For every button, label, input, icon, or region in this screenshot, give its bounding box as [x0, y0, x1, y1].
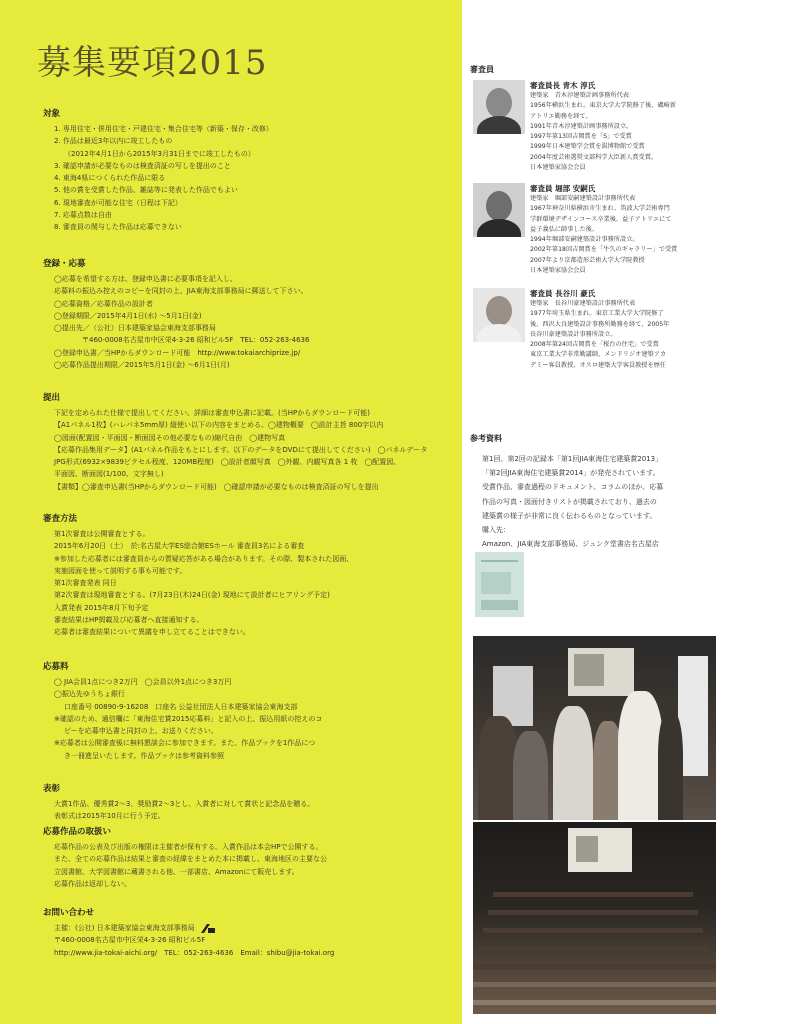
section-line: 〒460-0008名古屋市中区栄4-3-26 昭和ビル5F	[54, 936, 206, 945]
section-line: 第1次審査発表 同日	[54, 579, 117, 588]
section-heading: 登録・応募	[43, 259, 86, 269]
section-line: 応募作品の公表及び出版の権限は主催者が保有する。入賞作品は本会HPで公開する。	[54, 843, 323, 851]
section-heading: 審査方法	[43, 514, 78, 524]
judge-bio-line: 2007年より京都造形芸術大学大学院教授	[530, 256, 645, 264]
judge-bio-line: 1967年神奈川県横浜市生まれ、筑波大学芸術専門	[530, 205, 670, 213]
section-contact	[43, 908, 334, 959]
section-line: 実施図面を使って説明する事も可能です。	[54, 566, 187, 575]
section-heading: お問い合わせ	[43, 908, 95, 918]
section-line: 〒460-0008名古屋市中区栄4-3-26 昭和ビル5F TEL：052-263-4636	[82, 336, 310, 345]
judge-bio-line: 1991年青木淳建築計画事務所設立。	[530, 122, 633, 130]
section-line: http://www.jia-tokai-aichi.org/ TEL：052-263-4636 Email：shibu@jia-tokai.org	[54, 948, 335, 957]
judge-bio-line: 2004年度芸術選奨文部科学大臣新人賞受賞。	[530, 153, 658, 161]
section-line: ◯ JIA会員1点につき2万円 ◯会員以外1点につき3万円	[54, 678, 232, 686]
judge-portrait	[473, 288, 525, 342]
section-line: き一冊進呈いたします。作品ブックは参考資料参照	[64, 751, 224, 760]
section-line: JPG形式(6932×9839ピクセル程度、120MB程度) ◯設計者顔写真 ◯外観、内観写真各 1 枚 ◯配置図、	[54, 458, 401, 467]
judges-heading: 審査員	[470, 65, 494, 74]
book-cover-image	[475, 552, 524, 617]
section-line: 応募者は審査結果について異議を申し立てることはできない。	[54, 628, 250, 637]
section-submission	[43, 393, 427, 493]
judge-name: 審査員長 青木 淳氏	[530, 81, 596, 90]
section-line: 5. 他の賞を受賞した作品、雑誌等に発表した作品でもよい	[54, 186, 238, 195]
judge-bio-line: 学群環境デザインコース卒業後、益子アトリエにて	[530, 215, 672, 223]
section-line: 立図書館、大学図書館に蔵書される他、一部書店、Amazonにて販売します。	[54, 867, 299, 876]
judge-bio-line: 日本建築家協会会員	[530, 267, 586, 275]
reference-text	[482, 452, 663, 551]
section-line: ◯登録期限／2015年4月1日(水) 〜5月1日(金)	[54, 311, 202, 320]
judge-card	[473, 80, 773, 184]
section-line: 【応募作品集用データ】(A1パネル作品をもとにします。以下のデータをDVDにて提出してください) ◯パネルデータ	[54, 445, 428, 454]
judge-bio-line: 1999年日本建築学会賞を潟博物館で受賞	[530, 143, 645, 151]
section-line: また、全ての応募作品は結果と審査の経緯をまとめた本に掲載し、東海地区の主要な公	[54, 855, 327, 864]
judge-bio-line: 1956年横浜生まれ。東京大学大学院修了後、磯崎新	[530, 102, 677, 110]
judge-bio-line: 長谷川豪建築設計事務所設立。	[530, 330, 617, 338]
reference-line: Amazon、JIA東海支部事務局、ジュンク堂書店名古屋店	[482, 540, 659, 549]
judge-bio-line: 益子義弘に師事した後、	[530, 225, 599, 233]
section-line: 2. 作品は最近3年以内に竣工したもの	[54, 137, 173, 146]
section-line: ◯振込先ゆうちょ銀行	[54, 690, 125, 699]
judge-portrait	[473, 80, 525, 134]
judge-bio-line: 1997年第13回吉岡賞を「S」で受賞	[530, 133, 632, 141]
section-heading: 応募作品の取扱い	[43, 827, 112, 837]
section-line: 第1次審査は公開審査とする。	[54, 530, 150, 538]
judge-bio-line: 建築家 青木淳建築計画事務所代表	[530, 92, 629, 99]
judge-bio-line: 後、西沢大良建築設計事務所勤務を経て、2005年	[530, 320, 670, 328]
section-line	[54, 922, 334, 934]
section-line: 第2次審査は現地審査とする。(7月23日(木)24日(金) 現地にて設計者にヒアリング予定)	[54, 591, 330, 600]
section-handling	[43, 827, 327, 890]
section-line: 応募作品は返却しない。	[54, 879, 131, 888]
section-line: 入賞発表 2015年8月下旬予定	[54, 603, 149, 612]
judge-portrait	[473, 183, 525, 237]
section-line: 4. 東海4県につくられた作品に限る	[54, 174, 166, 183]
section-line: 【書類】◯審査申込書(当HPからダウンロード可能) ◯確認申請が必要なものは検査済証の写しを提出	[54, 482, 379, 491]
judge-bio-line: アトリエ勤務を経て、	[530, 112, 592, 120]
judge-bio-line: 1994年堀部安嗣建築設計事務所設立。	[530, 236, 639, 244]
judge-bio-line: 2002年第18回吉岡賞を「牛久のギャラリー」で受賞	[530, 246, 678, 254]
section-line: 審査結果はHP掲載及び応募者へ直接通知する。	[54, 616, 204, 625]
judge-bio-line: 日本建築家協会会員	[530, 164, 586, 172]
judge-name: 審査員 堀部 安嗣氏	[530, 184, 596, 193]
section-line: 応募料の振込み控えのコピーを同封の上、JIA東海支部事務局に郵送して下さい。	[54, 287, 308, 296]
section-line: ◯応募を希望する方は、登録申込書に必要事項を記入し、	[54, 275, 237, 283]
section-line: 8. 審査員の関与した作品は応募できない	[54, 223, 182, 232]
section-line: ◯登録申込書／当HPからダウンロード可能 http://www.tokaiarchiprize.jp/	[54, 348, 301, 357]
section-fee	[43, 662, 322, 762]
section-line: （2012年4月1日から2015年3月31日までに竣工したもの）	[64, 149, 255, 158]
section-line: 表彰式は2015年10月に行う予定。	[54, 812, 165, 821]
section-line: 3. 確認申請が必要なものは検査済証の写しを提出のこと	[54, 161, 231, 170]
section-line: 7. 応募点数は自由	[54, 211, 112, 220]
reference-line: 建築賞の様子が非常に良く伝わるものとなっています。	[482, 511, 657, 520]
section-registration	[43, 259, 309, 371]
section-line: ※参加した応募者には審査員からの質疑応答がある場合があります。その際、製本された図面、	[54, 554, 354, 563]
judge-bio-line: 建築家 堀部安嗣建築設計事務所代表	[530, 195, 636, 202]
judge-card	[473, 183, 773, 287]
section-line: ◯提出先／（公社）日本建築家協会東海支部事務局	[54, 324, 216, 333]
reference-line: 受賞作品、審査過程のドキュメント、コラムのほか、応募	[482, 483, 664, 492]
contact-organizer: 主催：(公社) 日本建築家協会東海支部事務局	[54, 924, 195, 932]
section-award	[43, 784, 314, 823]
section-heading: 対象	[43, 109, 61, 119]
section-judging-method	[43, 514, 353, 639]
reference-line: 購入先：	[482, 526, 510, 535]
judge-bio-line: 2008年第24回吉岡賞を「桜台の住宅」で受賞	[530, 341, 659, 349]
jia-logo-icon	[201, 924, 215, 933]
reference-heading: 参考資料	[470, 434, 502, 443]
section-line: 口座番号 00890-9-16208 口座名 公益社団法人日本建築家協会東海支部	[64, 702, 298, 711]
section-line: 1. 専用住宅・併用住宅・戸建住宅・集合住宅等（新築・保存・改修）	[54, 125, 273, 133]
judge-name: 審査員 長谷川 豪氏	[530, 289, 596, 298]
section-line: 平面図、断面図(1/100、文字無し)	[54, 470, 164, 479]
section-line: 6. 現地審査が可能な住宅（日程は下記）	[54, 198, 182, 207]
reference-line: 「第2回JIA東海住宅建築賞2014」が発売されています。	[482, 469, 660, 478]
section-line: 【A1パネル1枚】(ハレパネ5mm厚) 縦使い以下の内容をまとめる。◯建物概要 ◯設計主旨 800字以内	[54, 421, 384, 430]
reference-line: 作品の写真・図面付きリストが掲載されており、過去の	[482, 497, 657, 506]
section-heading: 表彰	[43, 784, 61, 794]
section-line: 大賞1作品、優秀賞2〜3、奨励賞2〜3とし、入賞者に対して賞状と記念品を贈る。	[54, 800, 315, 808]
section-target	[43, 109, 273, 234]
judge-bio-line: デミー客員教授、オスロ建築大学客員教授を歴任	[530, 361, 667, 369]
section-line: ◯応募作品提出期限／2015年5月1日(金) 〜6月1日(月)	[54, 361, 230, 370]
auditorium-photo	[473, 822, 716, 1014]
section-line: ※確認のため、通信欄に「東海住宅賞2015応募料」と記入の上、振込用紙の控えのコ	[54, 714, 323, 723]
section-line: ピーを応募申込書と同封の上、お送りください。	[64, 727, 218, 736]
section-line: ◯図面(配置図・平面図・断面図その他必要なもの)縮尺自由 ◯建物写真	[54, 433, 286, 442]
judge-bio-line: 建築家 長谷川豪建築設計事務所代表	[530, 300, 636, 307]
section-line: ※応募者は公開審査後に無料懇談会に参加できます。また、作品ブックを1作品につ	[54, 739, 316, 748]
judge-card	[473, 288, 773, 392]
section-heading: 提出	[43, 393, 61, 403]
judge-bio-line: 東京工業大学非常勤講師、メンドリジオ建築アカ	[530, 351, 667, 359]
section-line: ◯応募資格／応募作品の設計者	[54, 299, 153, 308]
exhibition-photo	[473, 636, 716, 820]
section-heading: 応募料	[43, 662, 69, 672]
section-line: 下記を定められた仕様で提出してください。詳細は審査申込書に記載。(当HPからダウンロード可能)	[54, 409, 370, 417]
section-line: 2015年6月20日（土） 於:名古屋大学ES総合館ESホール 審査員3名による審査	[54, 542, 305, 551]
reference-line: 第1回、第2回の記録本「第1回JIA東海住宅建築賞2013」	[482, 455, 663, 463]
judge-bio-line: 1977年埼玉県生まれ。東京工業大学大学院修了	[530, 310, 664, 318]
page-title: 募集要項2015	[37, 43, 268, 83]
